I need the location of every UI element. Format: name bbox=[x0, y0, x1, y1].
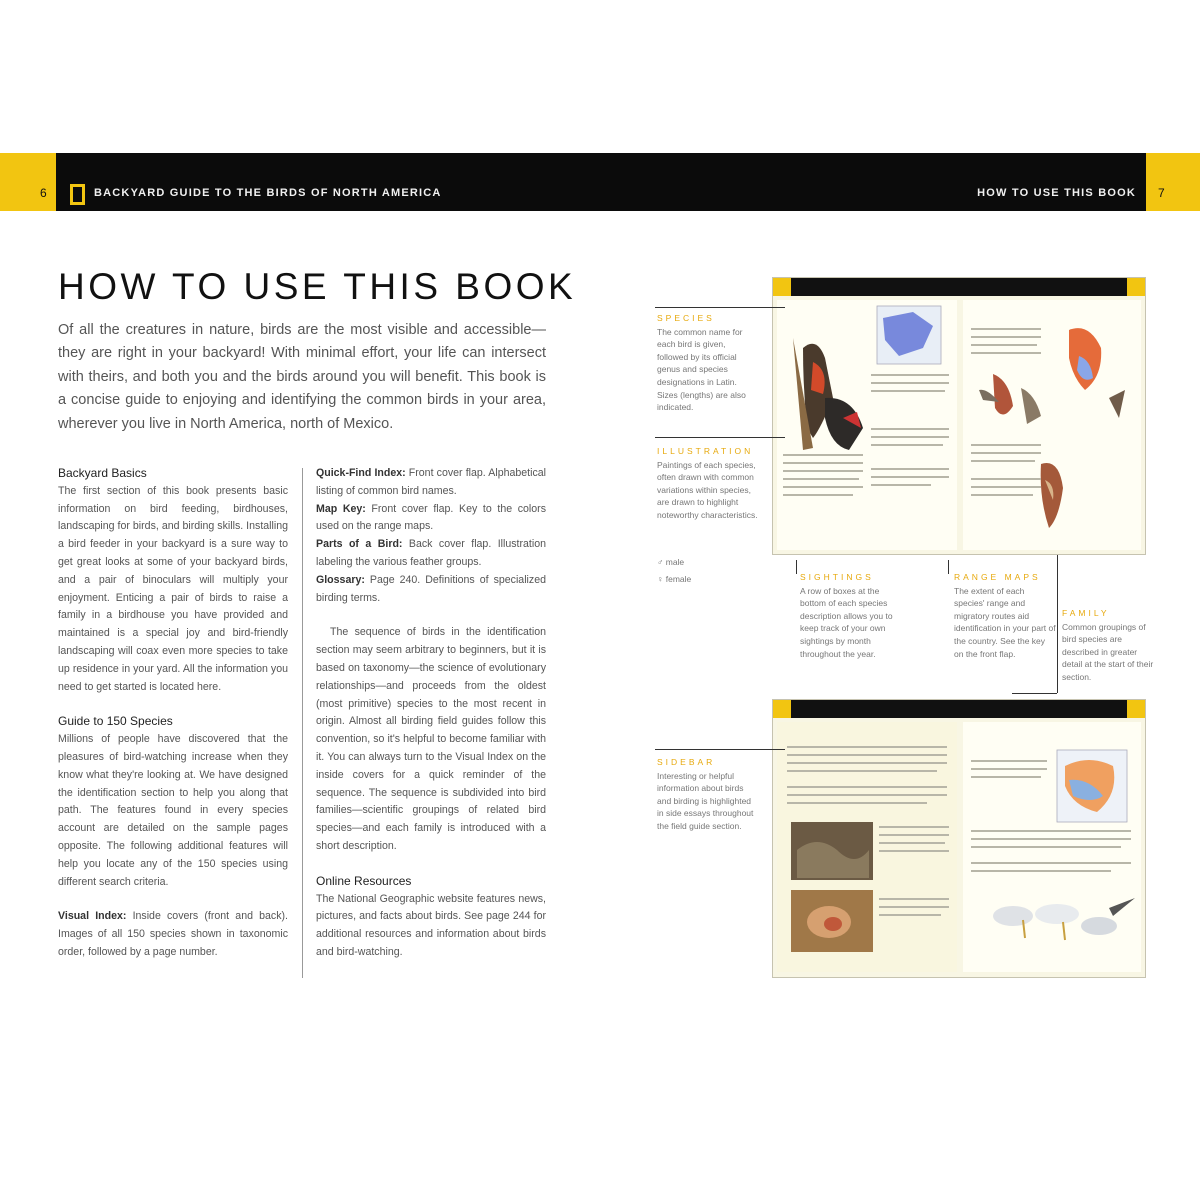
species-callout-text: The common name for each bird is given, followed by its official genus and species designations in Latin. Sizes (lengths) are also indicated. bbox=[657, 326, 746, 413]
sample-text-line bbox=[971, 328, 1041, 330]
female-symbol-label: ♀ female bbox=[657, 574, 692, 584]
family-callout-text: Common groupings of bird species are described in greater detail at the start of their section. bbox=[1062, 621, 1154, 682]
range-maps-callout bbox=[954, 571, 1056, 660]
sample-text-line bbox=[783, 470, 863, 472]
right-page-tab bbox=[1146, 153, 1200, 211]
sightings-callout-text: A row of boxes at the bottom of each species description allows you to keep track of your own sightings by month throughout the year. bbox=[800, 585, 893, 659]
sample-text-line bbox=[971, 336, 1041, 338]
sample-text-line bbox=[787, 762, 947, 764]
quickfind-label: Quick-Find Index: bbox=[316, 467, 406, 479]
sample-text-line bbox=[971, 760, 1047, 762]
sample-text-line bbox=[971, 870, 1111, 872]
guide-text: Millions of people have discovered that the pleasures of bird-watching increase when they know what they're looking at. We have designed the identification section to help you along that path. The features found in every species account are detailed on the sample pages opposite. The following additional features will help you locate any of the 150 species using different search criteria. bbox=[58, 733, 288, 888]
sample-text-line bbox=[871, 428, 949, 430]
sample-text-line bbox=[787, 794, 947, 796]
sample-text-line bbox=[971, 460, 1035, 462]
mapkey-entry bbox=[316, 501, 546, 537]
sample-text-line bbox=[879, 826, 949, 828]
sample-text-line bbox=[971, 768, 1047, 770]
sample-text-line bbox=[971, 352, 1041, 354]
quickfind-entry bbox=[316, 465, 546, 501]
illustration-leader-line bbox=[655, 437, 785, 438]
family-callout bbox=[1062, 607, 1158, 684]
sample-text-line bbox=[971, 452, 1041, 454]
sample-text-line bbox=[971, 486, 1041, 488]
left-page-number: 6 bbox=[40, 186, 47, 200]
sample-text-line bbox=[971, 830, 1131, 832]
sample-text-line bbox=[971, 344, 1037, 346]
quickfind-text: Front cover flap. Alphabetical listing of common bird names. bbox=[316, 467, 546, 497]
range-maps-leader-line bbox=[948, 560, 949, 574]
sample-text-line bbox=[879, 850, 949, 852]
sample-text-line bbox=[879, 842, 945, 844]
illustration-callout bbox=[657, 445, 759, 522]
parts-label: Parts of a Bird: bbox=[316, 538, 403, 551]
left-page-tab bbox=[0, 153, 56, 211]
guide-heading: Guide to 150 Species bbox=[58, 714, 173, 729]
sidebar-leader-line bbox=[655, 749, 785, 750]
text-column-2 bbox=[316, 465, 546, 979]
sample-text-line bbox=[971, 838, 1131, 840]
illustration-callout-heading: ILLUSTRATION bbox=[657, 446, 754, 456]
sample-text-line bbox=[971, 776, 1041, 778]
intro-paragraph: Of all the creatures in nature, birds are the most visible and accessible—they are right in your backyard! With minimal effort, your life can intersect with theirs, and both you and the birds around you will benefit. This book is a concise guide to enjoying and identifying the common birds in your area, wherever you live in North America, north of Mexico. bbox=[58, 322, 546, 432]
sample-text-line bbox=[879, 914, 941, 916]
sightings-leader-line bbox=[796, 560, 797, 574]
backyard-basics-text: The first section of this book presents basic information on bird feeding, birdhouses, landscaping for birds, and birding skills. Installing a bird feeder in your backyard is a sure way to get great looks at some of your backyard birds, and a pair of binoculars will multiply your enjoyment. Enticing a pair of birds to raise a family in a birdhouse you have provided and maintained is a special joy and bird-friendly landscaping will coax even more species to take up residence in your yard. All the information you need to get started is located here. bbox=[58, 484, 288, 693]
sample-text-line bbox=[971, 846, 1121, 848]
left-running-title: BACKYARD GUIDE TO THE BIRDS OF NORTH AMERICA bbox=[94, 187, 442, 199]
sample-text-line bbox=[783, 486, 863, 488]
sample-text-line bbox=[971, 862, 1131, 864]
sample-text-line bbox=[871, 468, 949, 470]
male-symbol-label: ♂ male bbox=[657, 557, 685, 567]
parts-text: Back cover flap. Illustration labeling the various feather groups. bbox=[316, 538, 546, 568]
sample-text-line bbox=[783, 454, 863, 456]
backyard-basics-heading: Backyard Basics bbox=[58, 466, 147, 480]
sidebar-callout-text: Interesting or helpful information about birds and birding is highlighted in side essays throughout the field guide section. bbox=[657, 770, 754, 831]
online-text: The National Geographic website features news, pictures, and facts about birds. See page 244 for additional resources and information about birds and bird-watching. bbox=[316, 892, 546, 958]
sample-text-line bbox=[787, 802, 927, 804]
glossary-text: Page 240. Definitions of specialized birding terms. bbox=[316, 573, 546, 604]
sightings-callout-heading: SIGHTINGS bbox=[800, 572, 874, 582]
mapkey-label: Map Key: bbox=[316, 502, 366, 515]
species-leader-line bbox=[655, 307, 785, 308]
illustration-callout-text: Paintings of each species, often drawn with common variations within species, are drawn to highlight noteworthy characteristics. bbox=[657, 459, 758, 520]
sample-text-line bbox=[871, 436, 949, 438]
sample-spread-sidebar bbox=[772, 699, 1146, 978]
family-leader-line bbox=[1057, 555, 1058, 693]
sample-text-line bbox=[971, 478, 1041, 480]
sequence-text: The sequence of birds in the identification section may seem arbitrary to beginners, but it is based on taxonomy—the science of evolutionary relationships—and proceeds from the oldest (most primitive) species to the most recent in origin. Almost all birding field guides follow this convention, so it's helpful to become familiar with it. You can always turn to the Visual Index on the inside covers for a quick reminder of the sequence. The sequence is subdivided into bird families—scientific groupings of related bird species—and each family is introduced with a short description. bbox=[316, 626, 546, 852]
family-leader-line-h bbox=[1012, 693, 1057, 694]
sample-text-line bbox=[871, 476, 949, 478]
sample-text-line bbox=[871, 382, 949, 384]
sample-text-line bbox=[879, 906, 949, 908]
visual-index-label: Visual Index: bbox=[58, 910, 127, 923]
sample-text-line bbox=[787, 754, 947, 756]
sample-text-line bbox=[879, 898, 949, 900]
text-column-1 bbox=[58, 465, 288, 979]
sample-text-line bbox=[787, 770, 937, 772]
header-band bbox=[0, 153, 1200, 211]
sample-spread-species bbox=[772, 277, 1146, 555]
right-running-title: HOW TO USE THIS BOOK bbox=[977, 187, 1136, 199]
range-maps-callout-heading: RANGE MAPS bbox=[954, 572, 1041, 582]
sidebar-callout-heading: SIDEBAR bbox=[657, 757, 716, 767]
sample-text-line bbox=[971, 444, 1041, 446]
sample-text-line bbox=[879, 834, 949, 836]
sample-species-artwork bbox=[773, 278, 1145, 554]
sample-text-line bbox=[871, 484, 931, 486]
sample-text-line bbox=[787, 746, 947, 748]
sample-text-line bbox=[971, 494, 1033, 496]
mapkey-text: Front cover flap. Key to the colors used on the range maps. bbox=[316, 502, 546, 533]
column-divider bbox=[302, 468, 303, 978]
sample-text-line bbox=[871, 444, 943, 446]
glossary-entry bbox=[316, 572, 546, 608]
sample-text-line bbox=[871, 374, 949, 376]
nat-geo-logo-icon bbox=[70, 184, 85, 205]
sample-text-line bbox=[783, 478, 859, 480]
glossary-label: Glossary: bbox=[316, 573, 365, 586]
sample-text-line bbox=[783, 462, 863, 464]
sidebar-callout bbox=[657, 756, 759, 833]
parts-entry bbox=[316, 536, 546, 572]
sample-text-line bbox=[783, 494, 853, 496]
page-title: HOW TO USE THIS BOOK bbox=[58, 266, 577, 307]
family-callout-heading: FAMILY bbox=[1062, 608, 1110, 618]
species-callout-heading: SPECIES bbox=[657, 313, 715, 323]
sightings-callout bbox=[800, 571, 902, 660]
visual-index-entry bbox=[58, 908, 288, 961]
right-page-number: 7 bbox=[1158, 186, 1165, 200]
range-maps-callout-text: The extent of each species' range and migratory routes aid identification in your part of the country. See the key on the front flap. bbox=[954, 585, 1056, 659]
visual-index-text: Inside covers (front and back). Images of all 150 species shown in taxonomic order, followed by a page number. bbox=[58, 910, 288, 958]
species-callout bbox=[657, 312, 759, 414]
sample-text-line bbox=[787, 786, 947, 788]
sample-text-line bbox=[871, 390, 945, 392]
online-heading: Online Resources bbox=[316, 873, 412, 888]
